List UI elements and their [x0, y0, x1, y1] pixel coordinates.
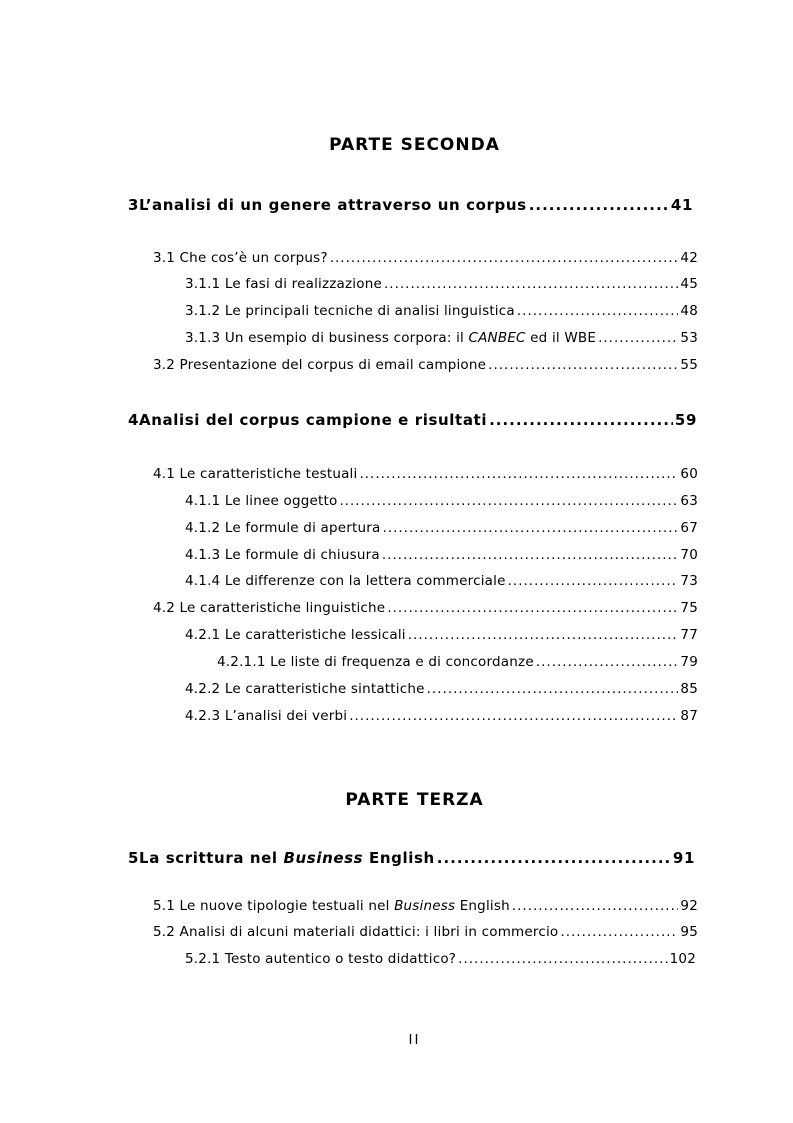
entry-title-italic: CANBEC	[468, 330, 526, 346]
dot-leader	[560, 924, 678, 940]
page-number: 48	[680, 303, 698, 319]
dot-leader	[384, 276, 678, 292]
dot-leader	[598, 330, 678, 346]
dot-leader	[529, 196, 669, 214]
entry-title	[185, 330, 596, 346]
toc-chapter-3[interactable]	[128, 196, 693, 214]
dot-leader	[488, 357, 678, 373]
entry-title: 5.2.1 Testo autentico o testo didattico?	[185, 951, 457, 967]
page-number: 75	[680, 600, 698, 616]
page-number: 77	[680, 627, 698, 643]
page-number: 53	[680, 330, 698, 346]
entry-title	[153, 898, 510, 914]
page-number: 79	[680, 654, 698, 670]
page-number: 41	[670, 196, 693, 214]
dot-leader	[382, 547, 679, 563]
toc-entry-4-2-1[interactable]	[185, 627, 698, 643]
toc-entry-4-2-3[interactable]	[185, 708, 698, 724]
dot-leader	[437, 849, 671, 867]
entry-title: 4.1.2 Le formule di apertura	[185, 520, 381, 536]
page-number: 95	[680, 924, 698, 940]
chapter-number: 4	[128, 411, 140, 429]
page-number: 73	[680, 573, 698, 589]
toc-entry-4-2[interactable]	[153, 600, 698, 616]
chapter-title-part: La scrittura nel	[139, 849, 284, 867]
dot-leader	[382, 520, 678, 536]
page-number: 42	[680, 250, 698, 266]
toc-chapter-4[interactable]	[128, 411, 697, 429]
toc-chapter-5[interactable]	[128, 849, 695, 867]
dot-leader	[427, 681, 679, 697]
chapter-number: 3	[128, 196, 140, 214]
page-number: 63	[680, 493, 698, 509]
dot-leader	[408, 627, 679, 643]
page-number: 92	[680, 898, 698, 914]
dot-leader	[536, 654, 679, 670]
dot-leader	[512, 898, 679, 914]
page-number: 70	[680, 547, 698, 563]
page-number: 91	[672, 849, 695, 867]
toc-entry-4-1-3[interactable]	[185, 547, 698, 563]
page-number: 60	[680, 466, 698, 482]
dot-leader	[349, 708, 678, 724]
entry-title: 4.1.1 Le linee oggetto	[185, 493, 338, 509]
toc-entry-4-1-4[interactable]	[185, 573, 698, 589]
page-number: 85	[680, 681, 698, 697]
toc-entry-4-1-2[interactable]	[185, 520, 698, 536]
entry-title: 4.1 Le caratteristiche testuali	[153, 466, 358, 482]
toc-entry-3-1-3[interactable]	[185, 330, 698, 346]
entry-title: 5.2 Analisi di alcuni materiali didattici: i libri in commercio	[153, 924, 559, 940]
dot-leader	[339, 493, 678, 509]
entry-title: 4.2.1 Le caratteristiche lessicali	[185, 627, 406, 643]
entry-title: 3.1.1 Le fasi di realizzazione	[185, 276, 382, 292]
entry-title: 3.2 Presentazione del corpus di email campione	[153, 357, 487, 373]
dot-leader	[387, 600, 678, 616]
chapter-title-part: English	[363, 849, 435, 867]
toc-entry-5-2[interactable]	[153, 924, 698, 940]
entry-title: 3.1.2 Le principali tecniche di analisi linguistica	[185, 303, 515, 319]
entry-title: 4.2.2 Le caratteristiche sintattiche	[185, 681, 425, 697]
toc-entry-4-1-1[interactable]	[185, 493, 698, 509]
entry-title-part: English	[455, 898, 510, 914]
chapter-title: Analisi del corpus campione e risultati	[139, 411, 488, 429]
page-number: 55	[680, 357, 698, 373]
chapter-title-italic: Business	[283, 849, 364, 867]
entry-title-italic: Business	[394, 898, 456, 914]
chapter-title: L’analisi di un genere attraverso un corpus	[139, 196, 527, 214]
dot-leader	[489, 411, 673, 429]
toc-entry-4-2-2[interactable]	[185, 681, 698, 697]
page-footer-number: II	[408, 1032, 421, 1048]
entry-title: 4.2 Le caratteristiche linguistiche	[153, 600, 386, 616]
dot-leader	[508, 573, 679, 589]
toc-entry-3-1-1[interactable]	[185, 276, 698, 292]
entry-title-part: 3.1.3 Un esempio di business corpora: il	[185, 330, 469, 346]
entry-title: 3.1 Che cos’è un corpus?	[153, 250, 328, 266]
entry-title: 4.2.1.1 Le liste di frequenza e di concordanze	[217, 654, 534, 670]
page-number: 102	[669, 951, 696, 967]
entry-title: 4.1.4 Le differenze con la lettera commerciale	[185, 573, 506, 589]
dot-leader	[458, 951, 667, 967]
page-number: 59	[674, 411, 697, 429]
chapter-number: 5	[128, 849, 140, 867]
toc-entry-3-1[interactable]	[153, 250, 698, 266]
page-number: 87	[680, 708, 698, 724]
entry-title-part: ed il WBE	[525, 330, 597, 346]
toc-entry-3-2[interactable]	[153, 357, 698, 373]
entry-title: 4.2.3 L’analisi dei verbi	[185, 708, 348, 724]
entry-title: 4.1.3 Le formule di chiusura	[185, 547, 380, 563]
chapter-title	[139, 849, 435, 867]
entry-title-part: 5.1 Le nuove tipologie testuali nel	[153, 898, 395, 914]
dot-leader	[517, 303, 679, 319]
part-title-terza: PARTE TERZA	[345, 790, 484, 810]
page-number: 45	[680, 276, 698, 292]
dot-leader	[359, 466, 678, 482]
toc-entry-5-2-1[interactable]	[185, 951, 696, 967]
toc-entry-3-1-2[interactable]	[185, 303, 698, 319]
toc-entry-5-1[interactable]	[153, 898, 698, 914]
part-title-seconda: PARTE SECONDA	[329, 135, 500, 155]
dot-leader	[330, 250, 679, 266]
page-number: 67	[680, 520, 698, 536]
toc-entry-4-1[interactable]	[153, 466, 698, 482]
toc-entry-4-2-1-1[interactable]	[217, 654, 698, 670]
